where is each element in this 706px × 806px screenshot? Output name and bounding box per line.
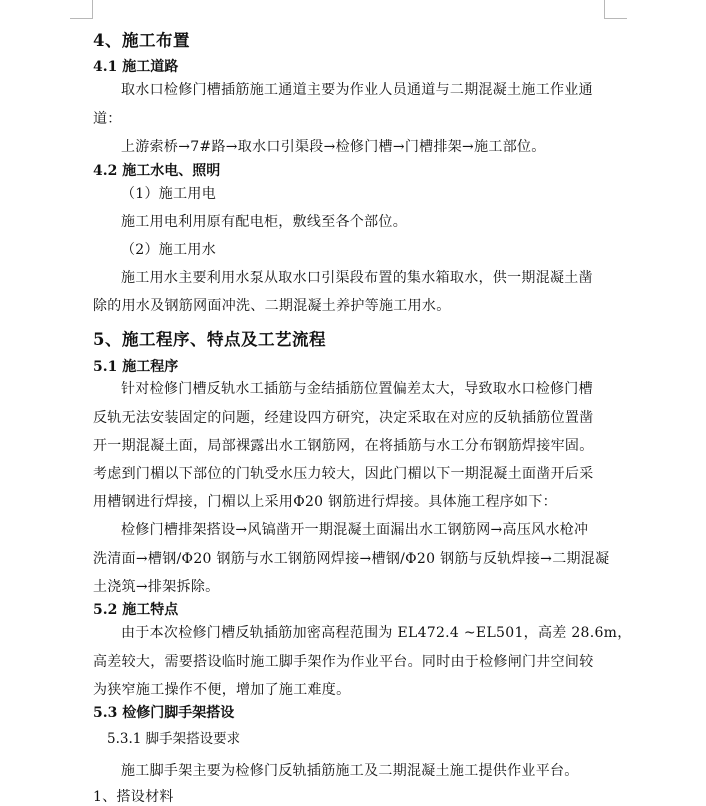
crop-mark-top-left <box>70 0 93 19</box>
paragraph-line: 检修门槽排架搭设→风镐凿开一期混凝土面漏出水工钢筋网→高压风水枪冲 <box>121 522 589 538</box>
paragraph-line: 施工用水主要利用水泵从取水口引渠段布置的集水箱取水，供一期混凝土凿 <box>121 270 593 286</box>
paragraph-line: 反轨无法安装固定的问题，经建设四方研究，决定采取在对应的反轨插筋位置凿 <box>93 410 594 426</box>
section-4-heading: 4、施工布置 <box>93 31 190 50</box>
sub-item-label: （2）施工用水 <box>121 242 217 258</box>
sub-item-label: （1）施工用电 <box>121 186 217 202</box>
paragraph-line: 施工脚手架主要为检修门反轨插筋施工及二期混凝土施工提供作业平台。 <box>121 763 579 779</box>
section-5-2-heading: 5.2 施工特点 <box>93 602 179 618</box>
crop-mark-top-right <box>604 0 627 19</box>
paragraph-line: 由于本次检修门槽反轨插筋加密高程范围为 EL472.4 ~EL501，高差 28.6m， <box>121 625 632 641</box>
section-5-heading: 5、施工程序、特点及工艺流程 <box>93 330 326 349</box>
section-5-1-heading: 5.1 施工程序 <box>93 359 179 375</box>
paragraph-line: 施工用电利用原有配电柜，敷线至各个部位。 <box>121 214 407 230</box>
paragraph-line: 针对检修门槽反轨水工插筋与金结插筋位置偏差太大，导致取水口检修门槽 <box>121 381 593 397</box>
paragraph-line: 取水口检修门槽插筋施工通道主要为作业人员通道与二期混凝土施工作业通 <box>121 82 593 98</box>
section-5-3-1-heading: 5.3.1 脚手架搭设要求 <box>107 731 241 747</box>
paragraph-line: 为狭窄施工操作不便，增加了施工难度。 <box>93 682 351 698</box>
section-5-3-heading: 5.3 检修门脚手架搭设 <box>93 705 235 721</box>
list-item-label: 1、搭设材料 <box>93 789 174 805</box>
section-4-1-heading: 4.1 施工道路 <box>93 59 179 75</box>
paragraph-line: 道： <box>93 111 122 127</box>
paragraph-line: 除的用水及钢筋网面冲洗、二期混凝土养护等施工用水。 <box>93 298 451 314</box>
paragraph-line: 开一期混凝土面，局部裸露出水工钢筋网，在将插筋与水工分布钢筋焊接牢固。 <box>93 438 594 454</box>
paragraph-line: 上游索桥→7#路→取水口引渠段→检修门槽→门槽排架→施工部位。 <box>121 139 546 155</box>
paragraph-line: 高差较大，需要搭设临时施工脚手架作为作业平台。同时由于检修闸门井空间较 <box>93 654 594 670</box>
paragraph-line: 考虑到门楣以下部位的门轨受水压力较大，因此门楣以下一期混凝土面凿开后采 <box>93 466 594 482</box>
paragraph-line: 用槽钢进行焊接，门楣以上采用Φ20 钢筋进行焊接。具体施工程序如下： <box>93 494 557 510</box>
section-4-2-heading: 4.2 施工水电、照明 <box>93 163 221 179</box>
paragraph-line: 土浇筑→排架拆除。 <box>93 579 220 595</box>
paragraph-line: 洗清面→槽钢/Φ20 钢筋与水工钢筋网焊接→槽钢/Φ20 钢筋与反轨焊接→二期混凝 <box>93 551 610 567</box>
